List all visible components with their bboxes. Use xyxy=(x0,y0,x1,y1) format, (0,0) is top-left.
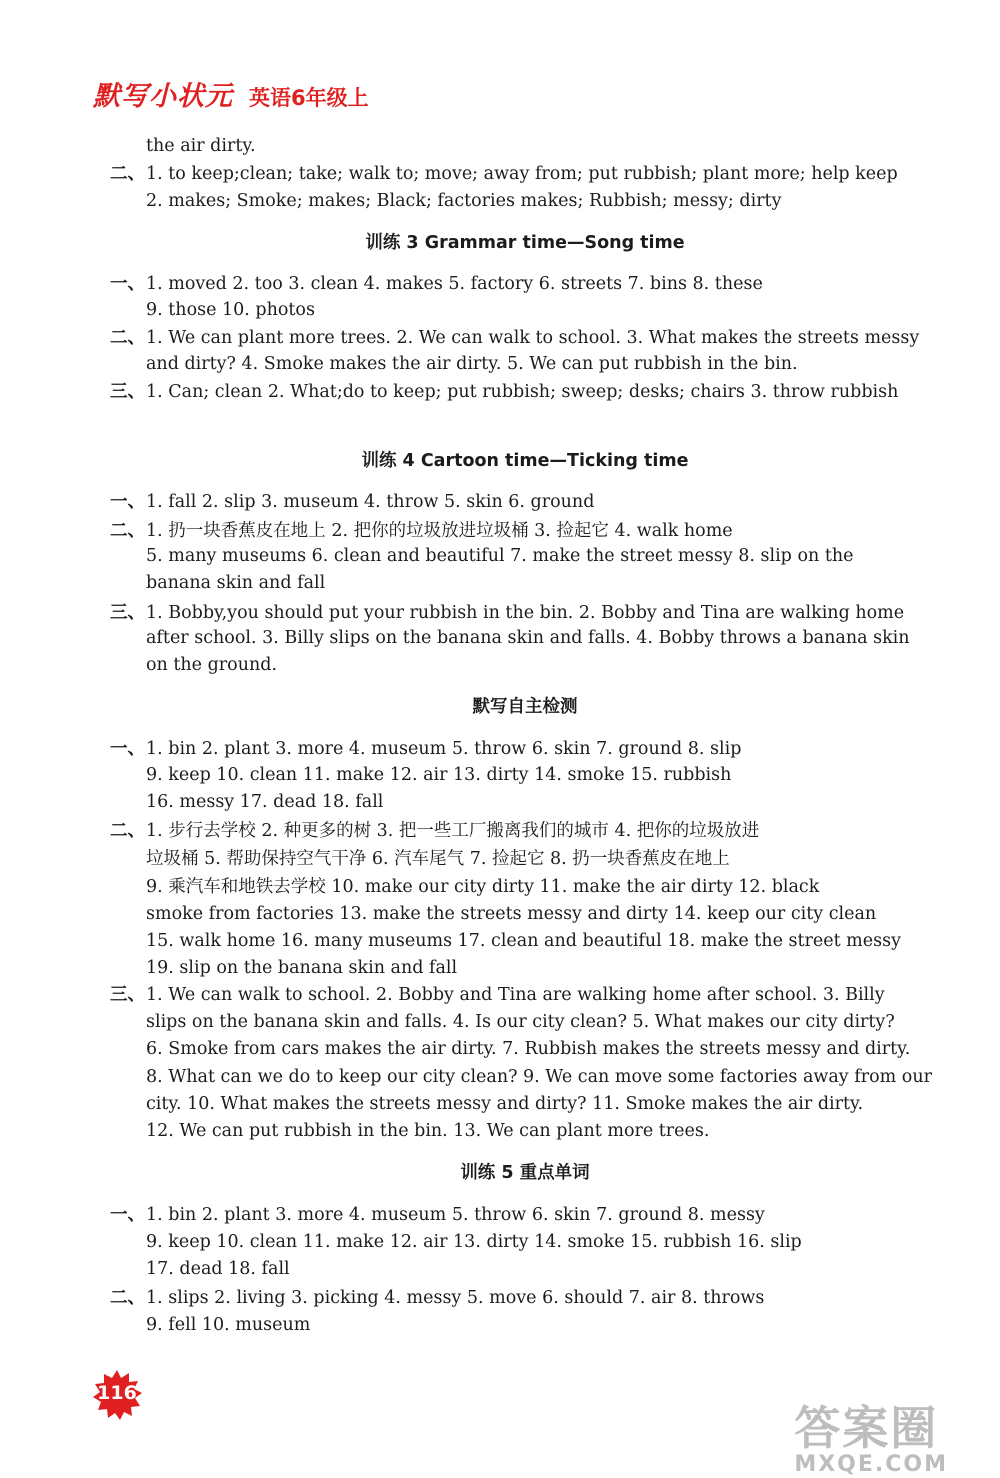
answer-line xyxy=(110,625,976,651)
answer-line xyxy=(110,652,976,678)
answer-line xyxy=(110,762,976,788)
answer-line xyxy=(110,543,976,569)
section-heading: 默写自主检测 xyxy=(472,697,578,717)
section-heading: 训练 4 Cartoon time—Ticking time xyxy=(361,451,689,471)
answer-line xyxy=(110,928,976,954)
answer-text: 12. We can put rubbish in the bin. 13. We can plant more trees. xyxy=(146,1121,710,1141)
answer-line xyxy=(110,325,940,351)
answer-line xyxy=(110,570,976,596)
question-marker: 二、 xyxy=(110,1288,145,1308)
answer-text: 1. We can walk to school. 2. Bobby and Tina are walking home after school. 3. Billy xyxy=(146,985,885,1005)
answer-line xyxy=(110,955,976,981)
answer-text: 2. makes; Smoke; makes; Black; factories makes; Rubbish; messy; dirty xyxy=(146,191,782,211)
answer-text: 1. 步行去学校 2. 种更多的树 3. 把一些工厂搬离我们的城市 4. 把你的垃圾放进 xyxy=(146,821,760,841)
answer-line xyxy=(110,188,976,214)
answer-line xyxy=(110,1312,976,1338)
answer-text: smoke from factories 13. make the streets messy and dirty 14. keep our city clean xyxy=(146,904,877,924)
answer-text: 1. to keep;clean; take; walk to; move; away from; put rubbish; plant more; help keep xyxy=(146,164,898,184)
answer-text: and dirty? 4. Smoke makes the air dirty. 5. We can put rubbish in the bin. xyxy=(146,354,798,374)
answer-line xyxy=(110,874,976,900)
answer-line xyxy=(110,982,940,1008)
answer-line xyxy=(110,518,940,544)
watermark xyxy=(794,1392,948,1477)
question-marker: 一、 xyxy=(110,492,145,512)
answer-text: 8. What can we do to keep our city clean? 9. We can move some factories away from our xyxy=(146,1067,932,1087)
question-marker: 二、 xyxy=(110,328,145,348)
answer-text: 17. dead 18. fall xyxy=(146,1259,290,1279)
answer-line xyxy=(110,1118,976,1144)
question-marker: 二、 xyxy=(110,521,145,541)
question-marker: 一、 xyxy=(110,739,145,759)
question-marker: 一、 xyxy=(110,274,145,294)
answer-line xyxy=(110,1256,976,1282)
section-heading: 训练 3 Grammar time—Song time xyxy=(365,233,685,253)
answer-line xyxy=(110,133,976,159)
answer-text: 6. Smoke from cars makes the air dirty. 7. Rubbish makes the streets messy and dirty. xyxy=(146,1039,911,1059)
watermark-url: MXQE.COM xyxy=(794,1452,948,1477)
answer-line xyxy=(110,901,976,927)
answer-text: 1. 扔一块香蕉皮在地上 2. 把你的垃圾放进垃圾桶 3. 捡起它 4. walk home xyxy=(146,521,733,541)
answer-text: 9. 乘汽车和地铁去学校 10. make our city dirty 11. make the air dirty 12. black xyxy=(146,877,820,897)
answer-text: 1. We can plant more trees. 2. We can walk to school. 3. What makes the streets messy xyxy=(146,328,920,348)
brand-logo: 默写小状元 xyxy=(93,81,233,112)
answer-text: 1. moved 2. too 3. clean 4. makes 5. factory 6. streets 7. bins 8. these xyxy=(146,274,763,294)
answer-text: 5. many museums 6. clean and beautiful 7. make the street messy 8. slip on the xyxy=(146,546,854,566)
book-subtitle: 英语6年级上 xyxy=(249,86,369,110)
answer-text: banana skin and fall xyxy=(146,573,326,593)
answer-text: 15. walk home 16. many museums 17. clean and beautiful 18. make the street messy xyxy=(146,931,901,951)
answer-line xyxy=(110,1036,976,1062)
answer-text: 1. Bobby,you should put your rubbish in the bin. 2. Bobby and Tina are walking home xyxy=(146,603,905,623)
answer-text: 9. fell 10. museum xyxy=(146,1315,311,1335)
answer-line xyxy=(110,1202,940,1228)
answer-line xyxy=(110,161,940,187)
question-marker: 一、 xyxy=(110,1205,145,1225)
question-marker: 三、 xyxy=(110,382,145,402)
answer-line xyxy=(110,1229,976,1255)
answer-text: 9. keep 10. clean 11. make 12. air 13. dirty 14. smoke 15. rubbish xyxy=(146,765,732,785)
answer-line xyxy=(110,271,940,297)
answer-text: city. 10. What makes the streets messy and dirty? 11. Smoke makes the air dirty. xyxy=(146,1094,864,1114)
answer-text: 1. bin 2. plant 3. more 4. museum 5. throw 6. skin 7. ground 8. messy xyxy=(146,1205,765,1225)
page-header xyxy=(93,74,369,118)
section-heading: 训练 5 重点单词 xyxy=(460,1163,590,1183)
answer-line xyxy=(110,600,940,626)
answer-line xyxy=(110,1285,940,1311)
answer-text: on the ground. xyxy=(146,655,278,675)
question-marker: 三、 xyxy=(110,603,145,623)
answer-text: 1. slips 2. living 3. picking 4. messy 5. move 6. should 7. air 8. throws xyxy=(146,1288,765,1308)
question-marker: 二、 xyxy=(110,164,145,184)
answer-line xyxy=(110,1064,976,1090)
answer-text: the air dirty. xyxy=(146,136,256,156)
answer-text: 9. keep 10. clean 11. make 12. air 13. dirty 14. smoke 15. rubbish 16. slip xyxy=(146,1232,802,1252)
answer-line xyxy=(110,818,940,844)
answer-line xyxy=(110,297,976,323)
answer-text: 垃圾桶 5. 帮助保持空气干净 6. 汽车尾气 7. 捡起它 8. 扔一块香蕉皮在地上 xyxy=(146,849,730,869)
page-number-badge xyxy=(92,1370,142,1420)
watermark-logo: 答案圈 xyxy=(794,1401,939,1455)
answer-text: 1. Can; clean 2. What;do to keep; put rubbish; sweep; desks; chairs 3. throw rubbish xyxy=(146,382,899,402)
answer-text: after school. 3. Billy slips on the banana skin and falls. 4. Bobby throws a banana skin xyxy=(146,628,910,648)
answer-line xyxy=(110,736,940,762)
answer-line xyxy=(110,351,976,377)
answer-text: 9. those 10. photos xyxy=(146,300,315,320)
answer-line xyxy=(110,489,940,515)
question-marker: 三、 xyxy=(110,985,145,1005)
page-number: 116 xyxy=(97,1382,137,1404)
answer-line xyxy=(110,1009,976,1035)
question-marker: 二、 xyxy=(110,821,145,841)
answer-line xyxy=(110,1091,976,1117)
answer-line xyxy=(110,379,940,405)
answer-line xyxy=(110,846,976,872)
answer-line xyxy=(110,789,976,815)
answer-text: slips on the banana skin and falls. 4. Is our city clean? 5. What makes our city dirty? xyxy=(146,1012,895,1032)
answer-text: 19. slip on the banana skin and fall xyxy=(146,958,458,978)
answer-text: 16. messy 17. dead 18. fall xyxy=(146,792,384,812)
answer-text: 1. bin 2. plant 3. more 4. museum 5. throw 6. skin 7. ground 8. slip xyxy=(146,739,742,759)
answer-text: 1. fall 2. slip 3. museum 4. throw 5. skin 6. ground xyxy=(146,492,595,512)
